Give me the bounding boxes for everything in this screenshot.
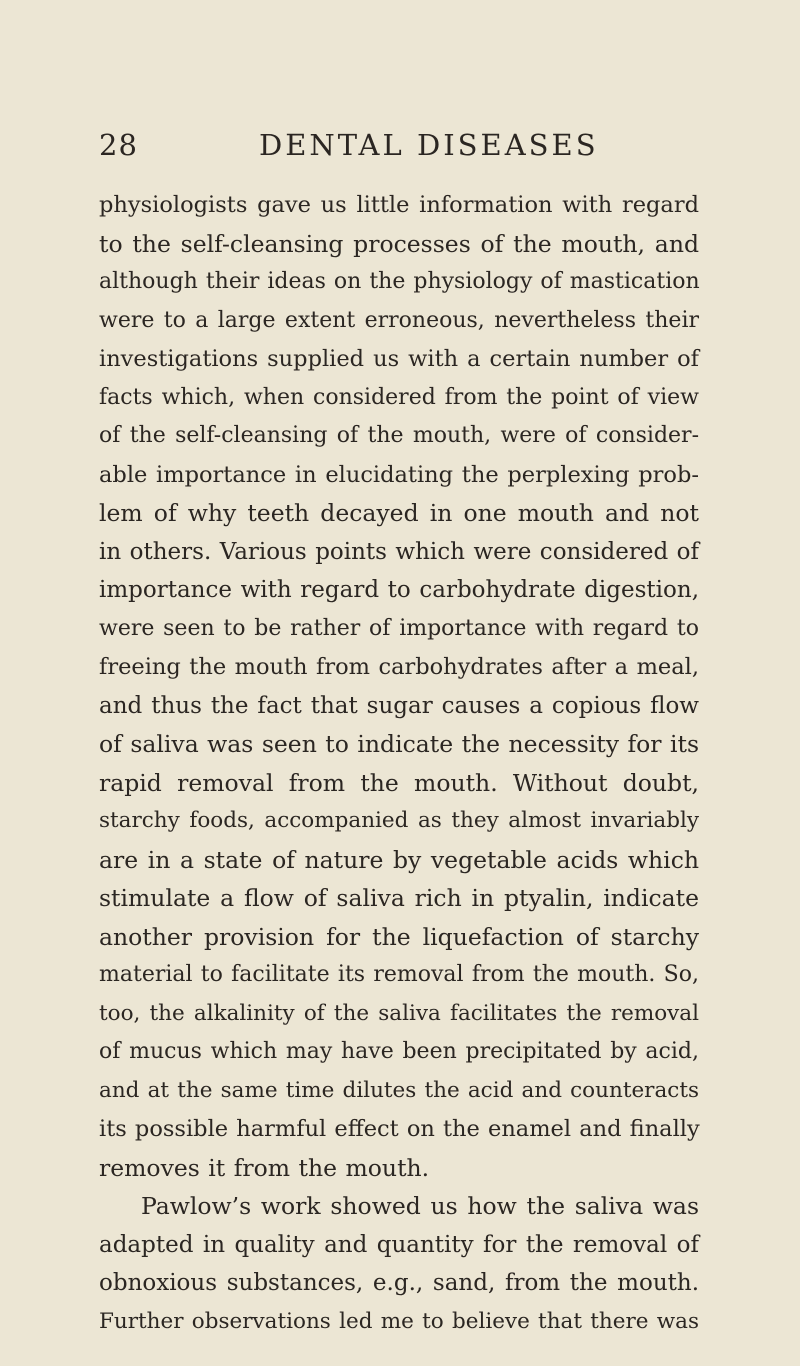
running-head bbox=[0, 124, 800, 168]
text-line: physiologists gave us little information with regard bbox=[99, 192, 699, 218]
text-line: starchy foods, accompanied as they almost invariably bbox=[99, 808, 699, 833]
text-line: of saliva was seen to indicate the necessity for its bbox=[99, 730, 700, 758]
paragraph-1 bbox=[99, 186, 699, 1187]
page-number: 28 bbox=[99, 128, 138, 162]
text-line: another provision for the liquefaction of starchy bbox=[99, 922, 699, 951]
text-line: in others. Various points which were considered of bbox=[99, 538, 699, 565]
body-text bbox=[99, 186, 699, 1341]
text-line: although their ideas on the physiology of mastication bbox=[99, 269, 700, 294]
text-line: and at the same time dilutes the acid and counteracts bbox=[99, 1077, 699, 1103]
text-line: lem of why teeth decayed in one mouth and not bbox=[99, 499, 699, 527]
text-line: too, the alkalinity of the saliva facilitates the removal bbox=[99, 1000, 699, 1026]
text-line: material to facilitate its removal from the mouth. So, bbox=[99, 962, 699, 987]
text-line: of mucus which may have been precipitated by acid, bbox=[99, 1039, 699, 1064]
text-line: are in a state of nature by vegetable acids which bbox=[99, 845, 699, 874]
text-line: Pawlow’s work showed us how the saliva was bbox=[141, 1192, 699, 1220]
text-line: to the self-cleansing processes of the mouth, and bbox=[99, 229, 699, 258]
paragraph-2 bbox=[99, 1187, 699, 1341]
text-line: able importance in elucidating the perplexing prob- bbox=[99, 461, 699, 488]
text-line: removes it from the mouth. bbox=[99, 1153, 430, 1182]
text-line: importance with regard to carbohydrate digestion, bbox=[99, 577, 699, 603]
text-line: adapted in quality and quantity for the removal of bbox=[99, 1231, 699, 1258]
text-line: rapid removal from the mouth. Without doubt, bbox=[99, 768, 699, 797]
text-line: were seen to be rather of importance with regard to bbox=[99, 615, 699, 641]
running-title: DENTAL DISEASES bbox=[259, 128, 599, 162]
text-line: were to a large extent erroneous, nevertheless their bbox=[99, 307, 699, 333]
text-line: of the self-cleansing of the mouth, were of consider- bbox=[99, 423, 699, 448]
text-line: facts which, when considered from the point of view bbox=[99, 384, 699, 410]
text-line: obnoxious substances, e.g., sand, from the mouth. bbox=[99, 1270, 699, 1296]
text-line: stimulate a flow of saliva rich in ptyalin, indicate bbox=[99, 884, 699, 912]
text-line: freeing the mouth from carbohydrates after a meal, bbox=[99, 654, 699, 680]
text-line: investigations supplied us with a certain number of bbox=[99, 346, 699, 372]
text-line: its possible harmful effect on the enamel and finally bbox=[99, 1116, 700, 1142]
text-line: and thus the fact that sugar causes a copious flow bbox=[99, 692, 699, 719]
text-line: Further observations led me to believe that there was bbox=[99, 1308, 699, 1334]
